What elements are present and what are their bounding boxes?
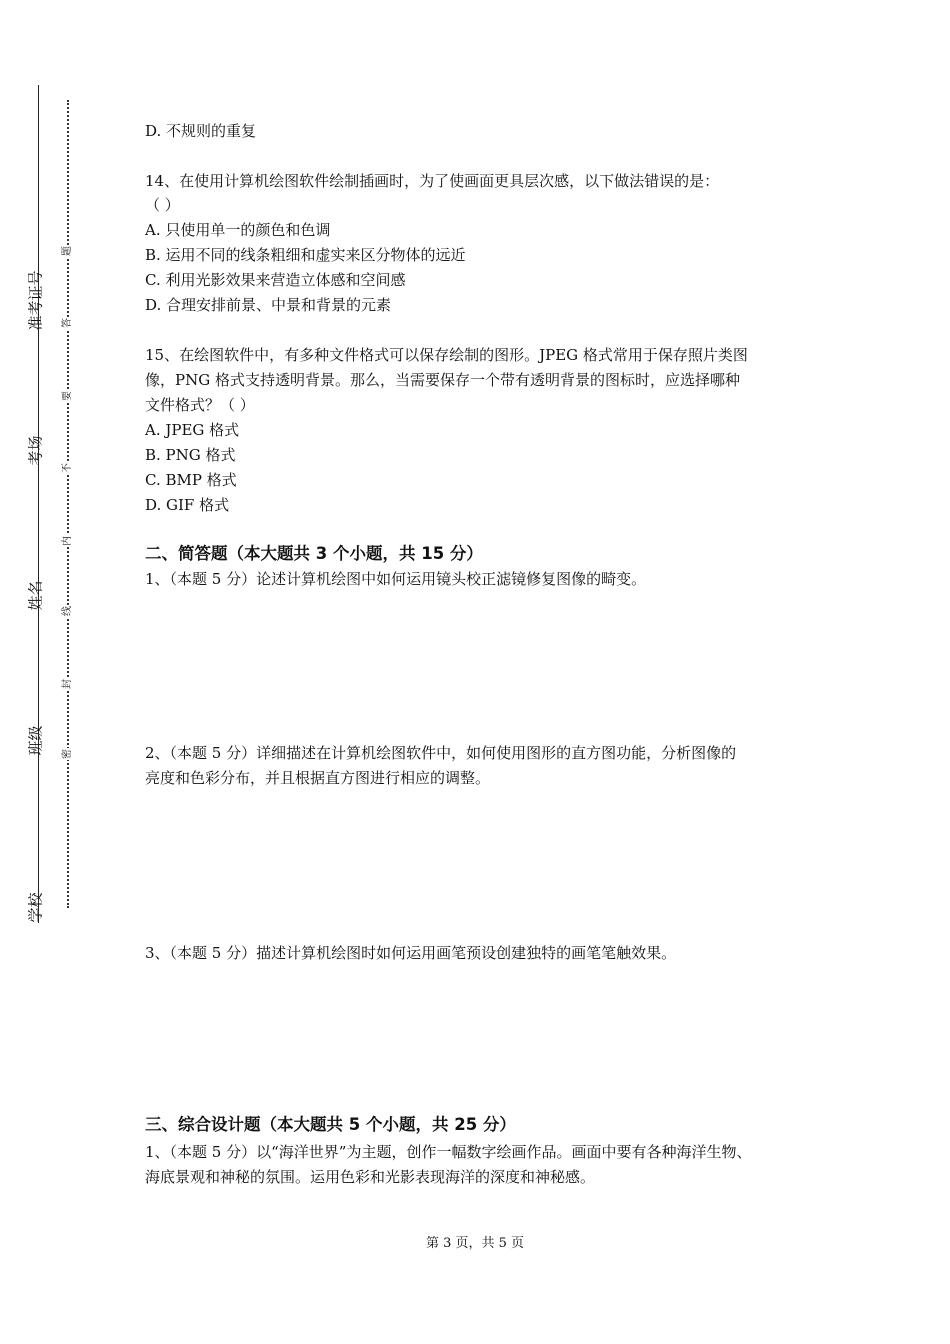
q15-stem-line-1: 15、在绘图软件中，有多种文件格式可以保存绘制的图形。JPEG 格式常用于保存照片类图 [145, 346, 748, 364]
seal-char: 不 [62, 463, 73, 473]
binding-solid-line [38, 85, 39, 923]
s2-q3-line-1: 3、（本题 5 分）描述计算机绘图时如何运用画笔预设创建独特的画笔笔触效果。 [145, 944, 677, 962]
q15-option-a: A. JPEG 格式 [145, 421, 240, 439]
binding-dotted-line [67, 100, 69, 908]
seal-char: 内 [62, 536, 73, 546]
seal-char: 密 [62, 749, 73, 759]
page-footer: 第 3 页，共 5 页 [425, 1236, 525, 1251]
s2-q2-line-2: 亮度和色彩分布，并且根据直方图进行相应的调整。 [145, 769, 491, 787]
seal-char: 线 [62, 606, 73, 616]
seal-char: 要 [62, 391, 73, 401]
q15-option-d: D. GIF 格式 [145, 496, 230, 514]
exam-room-label: 考场 [26, 435, 45, 466]
section-3-title: 三、综合设计题（本大题共 5 个小题，共 25 分） [145, 1115, 516, 1134]
q14-stem-line-1: 14、在使用计算机绘图软件绘制插画时，为了使画面更具层次感，以下做法错误的是： [145, 172, 720, 190]
q15-option-b: B. PNG 格式 [145, 446, 236, 464]
q15-stem-line-2: 像，PNG 格式支持透明背景。那么，当需要保存一个带有透明背景的图标时，应选择哪种 [145, 371, 740, 389]
q14-stem-line-2: （ ） [145, 196, 180, 214]
q15-stem-line-3: 文件格式？（ ） [145, 396, 255, 414]
q13-option-d: D. 不规则的重复 [145, 122, 257, 140]
q15-option-c: C. BMP 格式 [145, 471, 237, 489]
exam-id-label: 准考证号 [26, 270, 45, 331]
q14-option-a: A. 只使用单一的颜色和色调 [145, 221, 331, 239]
s2-q2-line-1: 2、（本题 5 分）详细描述在计算机绘图软件中，如何使用图形的直方图功能，分析图像的 [145, 744, 737, 762]
s3-q1-line-2: 海底景观和神秘的氛围。运用色彩和光影表现海洋的深度和神秘感。 [145, 1168, 596, 1186]
s2-q1-line-1: 1、（本题 5 分）论述计算机绘图中如何运用镜头校正滤镜修复图像的畸变。 [145, 570, 647, 588]
class-label: 班级 [26, 725, 45, 756]
q14-option-b: B. 运用不同的线条粗细和虚实来区分物体的远近 [145, 246, 466, 264]
name-label: 姓名 [26, 580, 45, 611]
seal-char: 答 [62, 318, 73, 328]
q14-option-d: D. 合理安排前景、中景和背景的元素 [145, 296, 392, 314]
seal-char: 题 [62, 246, 73, 256]
q14-option-c: C. 利用光影效果来营造立体感和空间感 [145, 271, 406, 289]
seal-char: 封 [62, 679, 73, 689]
section-2-title: 二、简答题（本大题共 3 个小题，共 15 分） [145, 544, 483, 563]
school-label: 学校 [26, 892, 45, 923]
s3-q1-line-1: 1、（本题 5 分）以“海洋世界”为主题，创作一幅数字绘画作品。画面中要有各种海洋生物、 [145, 1143, 752, 1161]
